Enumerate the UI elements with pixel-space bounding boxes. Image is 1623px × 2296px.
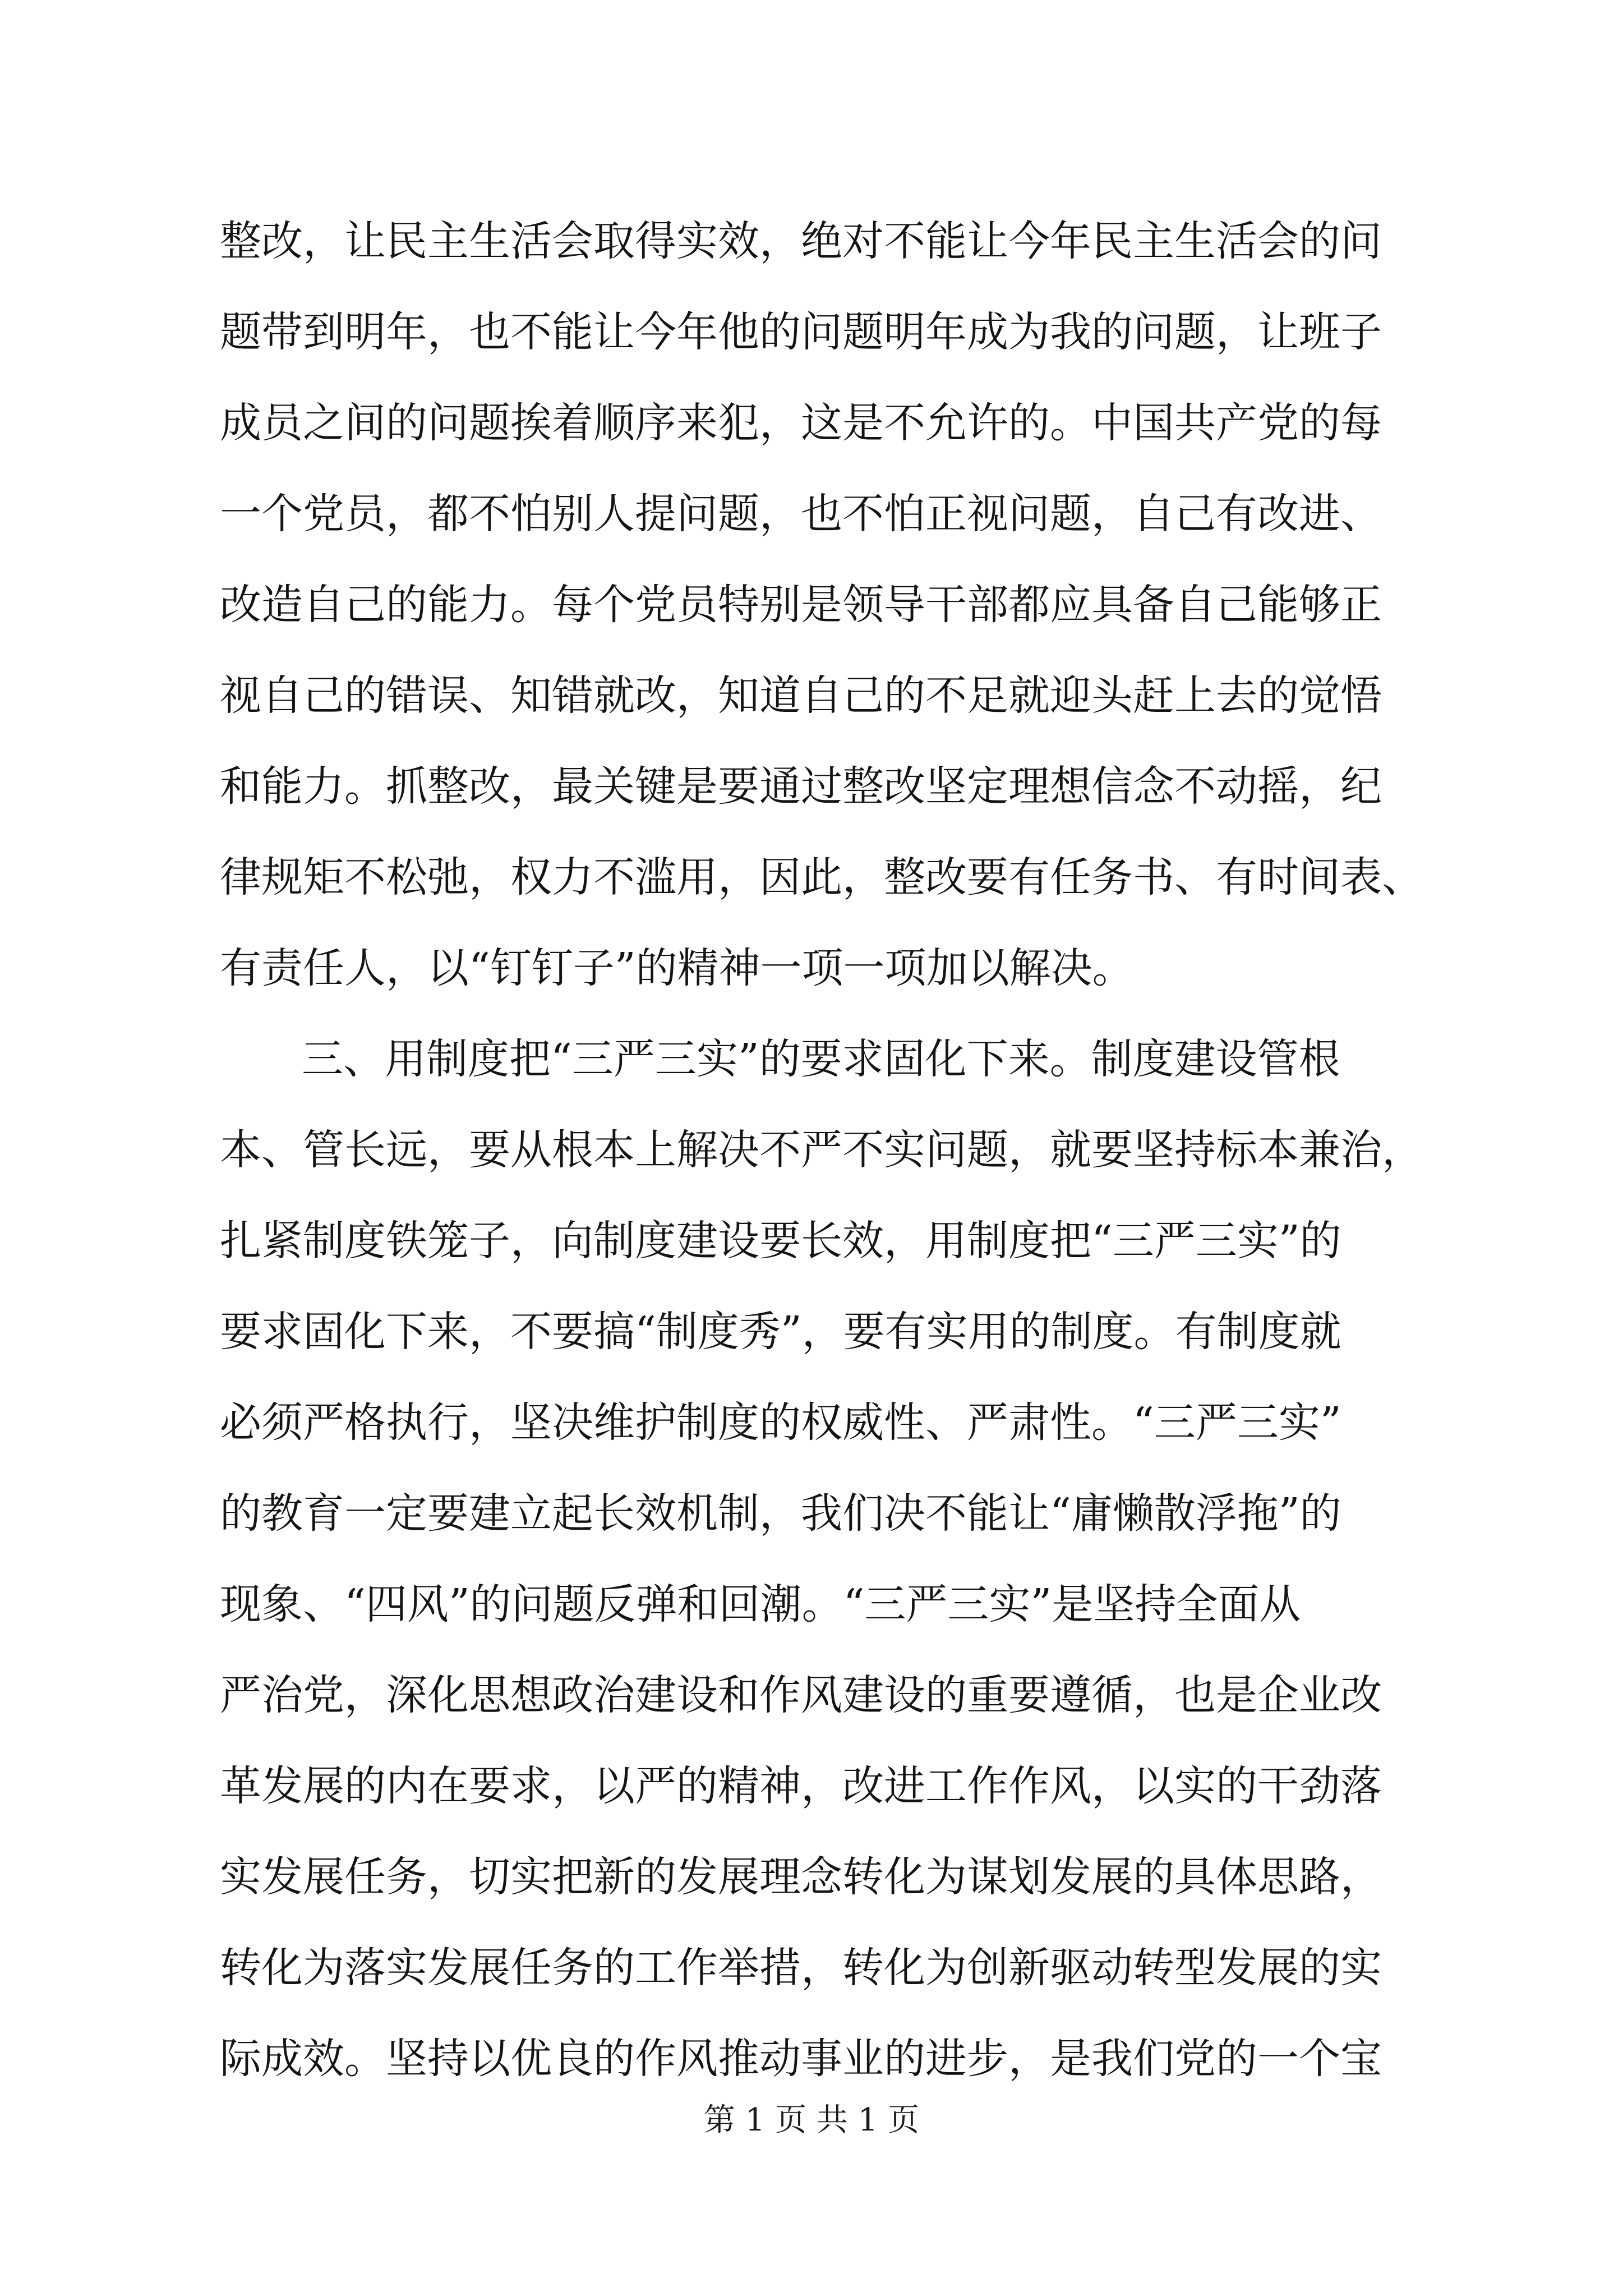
text-line: 际成效。坚持以优良的作风推动事业的进步，是我们党的一个宝 [220, 2035, 1382, 2083]
text-line: 现象、“四风”的问题反弹和回潮。“三严三实”是坚持全面从 [220, 1580, 1301, 1628]
text-line: 必须严格执行，坚决维护制度的权威性、严肃性。“三严三实” [220, 1398, 1341, 1447]
text-line: 实发展任务，切实把新的发展理念转化为谋划发展的具体思路， [220, 1853, 1382, 1901]
text-line: 视自己的错误、知错就改，知道自己的不足就迎头赶上去的觉悟 [220, 671, 1382, 720]
page-number-label: 第 1 页 共 1 页 [703, 2102, 920, 2138]
text-line: 整改，让民主生活会取得实效，绝对不能让今年民主生活会的问 [220, 217, 1382, 265]
text-line: 律规矩不松弛，权力不滥用，因此，整改要有任务书、有时间表、 [220, 853, 1423, 901]
text-line: 的教育一定要建立起长效机制，我们决不能让“庸懒散浮拖”的 [220, 1489, 1341, 1538]
text-line: 有责任人，以“钉钉子”的精神一项一项加以解决。 [220, 944, 1134, 992]
text-line: 本、管长远，要从根本上解决不严不实问题，就要坚持标本兼治， [220, 1126, 1423, 1174]
text-line: 要求固化下来，不要搞“制度秀”，要有实用的制度。有制度就 [220, 1308, 1341, 1356]
text-line: 扎紧制度铁笼子，向制度建设要长效，用制度把“三严三实”的 [220, 1217, 1341, 1265]
text-line: 转化为落实发展任务的工作举措，转化为创新驱动转型发展的实 [220, 1944, 1382, 1992]
text-line: 和能力。抓整改，最关键是要通过整改坚定理想信念不动摇，纪 [220, 762, 1382, 811]
text-line: 严治党，深化思想政治建设和作风建设的重要遵循，也是企业改 [220, 1671, 1382, 1719]
text-line: 成员之间的问题挨着顺序来犯，这是不允许的。中国共产党的每 [220, 399, 1382, 447]
text-line: 革发展的内在要求，以严的精神，改进工作作风，以实的干劲落 [220, 1762, 1382, 1810]
text-line: 题带到明年，也不能让今年他的问题明年成为我的问题，让班子 [220, 308, 1382, 356]
page-footer [0, 2098, 1623, 2143]
text-line: 一个党员，都不怕别人提问题，也不怕正视问题，自己有改进、 [220, 490, 1382, 538]
text-line-paragraph-start: 三、用制度把“三严三实”的要求固化下来。制度建设管根 [302, 1035, 1340, 1083]
text-line: 改造自己的能力。每个党员特别是领导干部都应具备自己能够正 [220, 581, 1382, 629]
